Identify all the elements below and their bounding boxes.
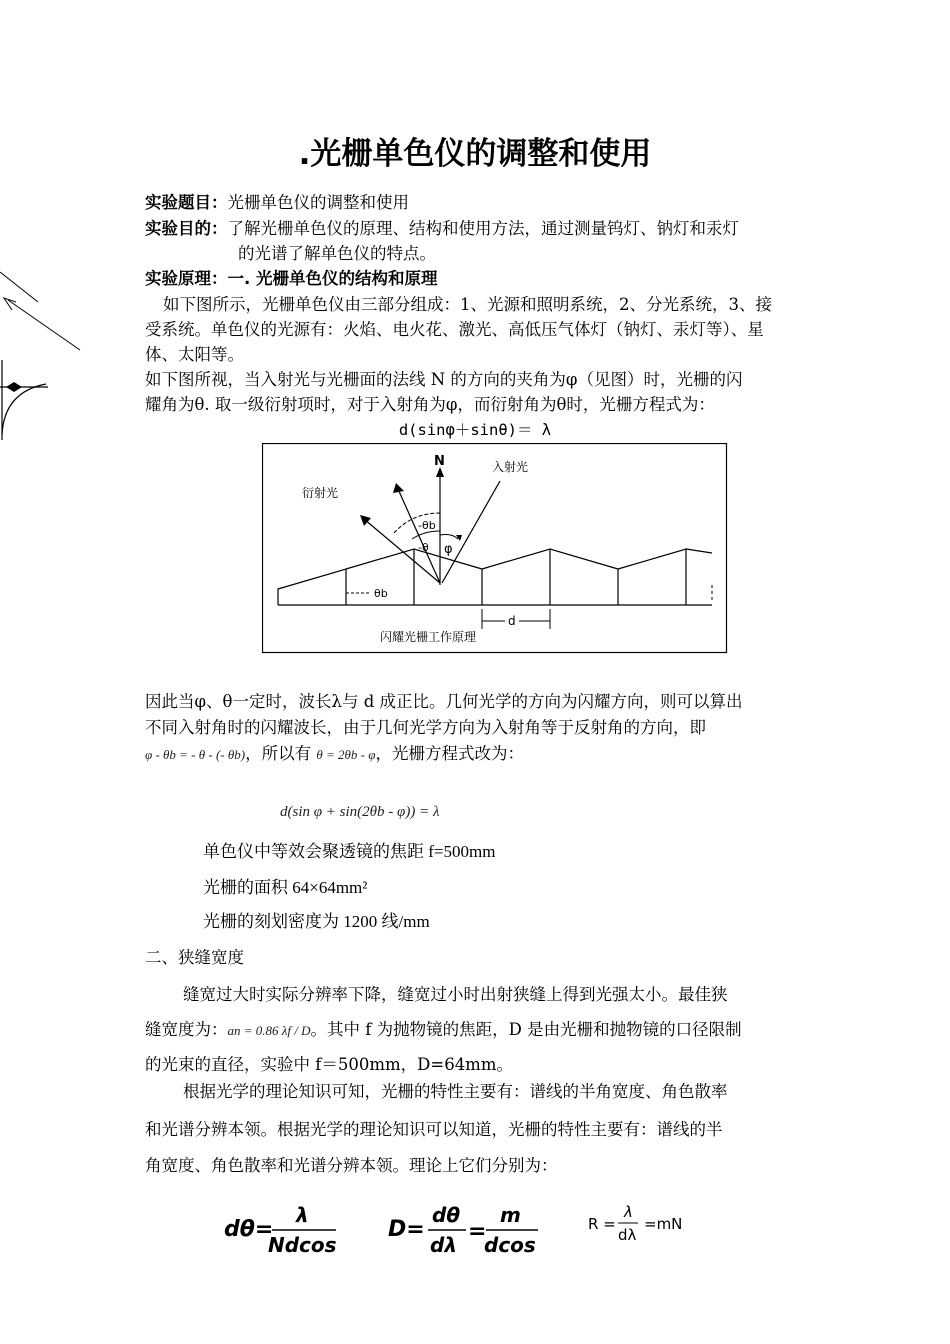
formula2-den: dλ — [430, 1233, 457, 1257]
formula2-den2: dcos — [484, 1233, 536, 1257]
purpose-label: 实验目的： — [145, 219, 228, 238]
principle-label: 实验原理： — [145, 269, 228, 288]
grating-equation: d(sinφ＋sinθ)＝ λ — [398, 421, 552, 439]
formula2-left: D= — [388, 1217, 425, 1242]
formula3-left: R = — [588, 1215, 616, 1233]
formula2-eq: = — [468, 1219, 487, 1244]
para1-line1: 如下图所示，光栅单色仪由三部分组成：1、光源和照明系统，2、分光系统，3、接 — [163, 295, 772, 314]
spec-density: 光栅的刻划密度为 1200 线/mm — [203, 912, 430, 931]
label-d: d — [508, 614, 516, 628]
label-incident: 入射光 — [492, 460, 529, 474]
slit-width-prefix: 缝宽度为： — [145, 1020, 228, 1039]
label-diffracted: 衍射光 — [302, 486, 339, 500]
principle-line — [145, 267, 438, 291]
grating-property-formulas — [220, 1200, 700, 1260]
section2-heading: 二、狭缝宽度 — [145, 948, 244, 967]
theory-line3: 角宽度、角色散率和光谱分辨本领。理论上它们分别为： — [145, 1156, 558, 1175]
formula2-num: dθ — [432, 1203, 461, 1227]
formula1-left: dθ= — [224, 1217, 274, 1242]
purpose-text: 了解光栅单色仪的原理、结构和使用方法，通过测量钨灯、钠灯和汞灯 — [227, 219, 739, 238]
topic-line — [145, 191, 409, 215]
theory-line2: 和光谱分辨本领。根据光学的理论知识可以知道，光栅的特性主要有：谱线的半 — [145, 1120, 723, 1139]
principle-value: 一. 光栅单色仪的结构和原理 — [227, 269, 438, 288]
formula3-num: λ — [624, 1203, 633, 1221]
topic-label: 实验题目： — [145, 193, 228, 212]
figure-caption: 闪耀光栅工作原理 — [380, 630, 477, 644]
grating-changed-text: ，光栅方程式改为： — [375, 744, 524, 763]
slit-width-formula: an = 0.86 λf / D — [227, 1023, 311, 1038]
para1-line3: 体、太阳等。 — [145, 345, 244, 364]
label-N: N — [434, 454, 445, 469]
page-title: .光栅单色仪的调整和使用 — [298, 136, 652, 172]
theory-line1: 根据光学的理论知识可知，光栅的特性主要有：谱线的半角宽度、角色散率 — [183, 1082, 728, 1101]
formula1-num: λ — [296, 1203, 309, 1227]
label-minus-theta-b: -θb — [418, 519, 436, 532]
blazed-grating-figure — [262, 443, 728, 655]
para3-line3 — [145, 742, 524, 767]
formula1-den: Ndcos — [268, 1233, 337, 1257]
section2-line1: 缝宽过大时实际分辨率下降，缝宽过小时出射狭缝上得到光强太小。最佳狭 — [183, 985, 728, 1004]
formula3-den: dλ — [618, 1226, 637, 1244]
section2-line3: 的光束的直径，实验中 f＝500mm，D=64mm。 — [145, 1055, 513, 1074]
label-phi: φ — [444, 542, 453, 557]
eq-theta: θ = 2θb - φ — [316, 747, 376, 762]
para3-line1: 因此当φ、θ一定时，波长λ与 d 成正比。几何光学的方向为闪耀方向，则可以算出 — [145, 692, 743, 711]
section2-line2 — [145, 1018, 742, 1043]
eq-phi-theta: φ - θb = - θ - (- θb) — [145, 747, 246, 762]
label-theta-b-tooth: θb — [374, 587, 388, 600]
formula2-num2: m — [500, 1203, 521, 1227]
grating-equation-2: d(sin φ + sin(2θb - φ)) = λ — [280, 804, 440, 820]
para3-line2: 不同入射角时的闪耀波长，由于几何光学方向为入射角等于反射角的方向，即 — [145, 718, 706, 737]
spec-focal-length: 单色仪中等效会聚透镜的焦距 f=500mm — [203, 842, 496, 861]
topic-value: 光栅单色仪的调整和使用 — [227, 193, 409, 212]
spec-area: 光栅的面积 64×64mm² — [203, 878, 368, 897]
para1-line2: 受系统。单色仪的光源有：火焰、电火花、激光、高低压气体灯（钠灯、汞灯等）、星 — [145, 320, 764, 339]
para2-line2: 耀角为θ. 取一级衍射项时，对于入射角为φ，而衍射角为θ时，光栅方程式为： — [145, 395, 715, 414]
slit-width-suffix: 。其中 f 为抛物镜的焦距，D 是由光栅和抛物镜的口径限制 — [310, 1020, 742, 1039]
label-minus-theta: -θ — [418, 541, 429, 554]
formula3-right: =mN — [644, 1215, 683, 1233]
purpose-line — [145, 217, 739, 241]
so-have-text: ，所以有 — [245, 744, 312, 763]
para2-line1: 如下图所视，当入射光与光栅面的法线 N 的方向的夹角为φ（见图）时，光栅的闪 — [145, 370, 743, 389]
purpose-line-2: 的光谱了解单色仪的特点。 — [238, 244, 436, 263]
